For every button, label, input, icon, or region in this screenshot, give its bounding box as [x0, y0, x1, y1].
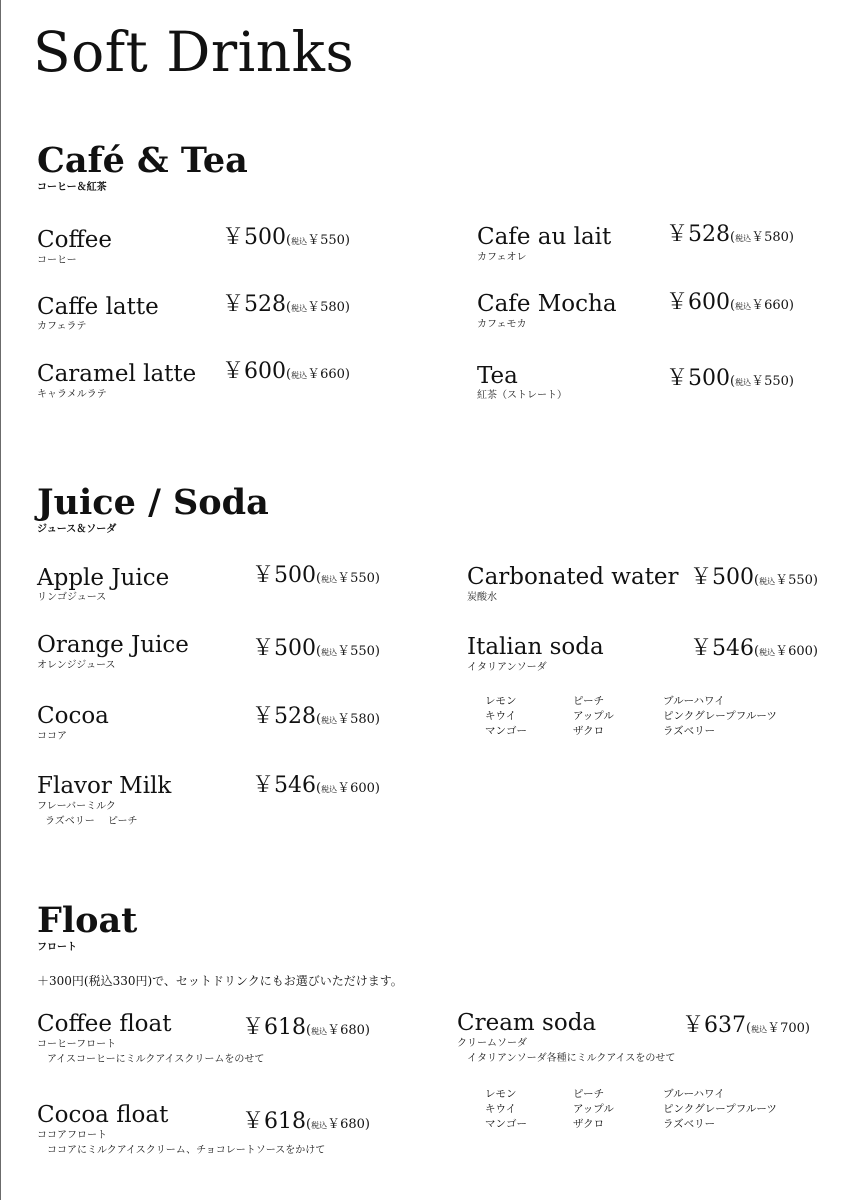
menu-item-price: ￥637(税込￥700)	[682, 1013, 810, 1038]
flavor-item: ラズベリー	[663, 725, 716, 737]
menu-item-price: ￥500(税込￥550)	[222, 225, 350, 250]
menu-item-jp: イタリアンソーダ	[467, 662, 547, 673]
menu-item-jp: オレンジジュース	[37, 660, 116, 671]
menu-item-jp: クリームソーダ	[457, 1038, 527, 1049]
flavor-item: ピーチ	[573, 1088, 605, 1100]
float-set-note: ＋300円(税込330円)で、セットドリンクにもお選びいただけます。	[37, 974, 403, 988]
menu-item-description: アイスコーヒーにミルクアイスクリームをのせて	[47, 1054, 265, 1065]
flavor-item: ピーチ	[573, 695, 605, 707]
section-subtitle-juice: ジュース＆ソーダ	[37, 524, 117, 535]
menu-item-description: ココアにミルクアイスクリーム、チョコレートソースをかけて	[47, 1145, 326, 1156]
flavor-item: キウイ	[485, 710, 517, 722]
flavor-item: ブルーハワイ	[663, 1088, 725, 1100]
flavor-item: レモン	[485, 1088, 517, 1100]
menu-item-jp: カフェモカ	[477, 319, 527, 330]
menu-item-name: Cafe Mocha	[477, 291, 617, 317]
menu-item-price: ￥528(税込￥580)	[222, 292, 350, 317]
menu-item-name: Cafe au lait	[477, 224, 612, 250]
menu-item-name: Cocoa float	[37, 1102, 169, 1128]
flavor-item: ザクロ	[573, 725, 605, 737]
menu-item-jp: ココアフロート	[37, 1130, 107, 1141]
menu-item-price: ￥600(税込￥660)	[666, 290, 794, 315]
section-title-float: Float	[37, 900, 138, 941]
menu-item-jp: 炭酸水	[467, 592, 497, 603]
menu-item-name: Flavor Milk	[37, 773, 172, 799]
menu-item-description: イタリアンソーダ各種にミルクアイスをのせて	[467, 1053, 676, 1064]
menu-item-name: Cream soda	[457, 1010, 597, 1036]
section-subtitle-cafe: コーヒー＆紅茶	[37, 182, 107, 193]
menu-item-name: Carbonated water	[467, 564, 679, 590]
menu-item-name: Cocoa	[37, 703, 109, 729]
flavor-item: ザクロ	[573, 1118, 605, 1130]
menu-item-name: Caramel latte	[37, 361, 197, 387]
menu-item-price: ￥500(税込￥550)	[252, 636, 380, 661]
flavor-item: ラズベリー	[663, 1118, 716, 1130]
menu-item-name: Italian soda	[467, 634, 604, 660]
menu-item-price: ￥600(税込￥660)	[222, 359, 350, 384]
menu-item-jp: キャラメルラテ	[37, 389, 107, 400]
menu-item-name: Apple Juice	[37, 565, 170, 591]
menu-item-jp: 紅茶（ストレート）	[477, 390, 567, 401]
section-title-juice: Juice / Soda	[37, 482, 269, 523]
menu-item-price: ￥546(税込￥600)	[252, 773, 380, 798]
menu-item-price: ￥618(税込￥680)	[242, 1109, 370, 1134]
menu-item-jp: コーヒーフロート	[37, 1039, 117, 1050]
menu-item-price: ￥528(税込￥580)	[252, 704, 380, 729]
menu-item-price: ￥500(税込￥550)	[666, 366, 794, 391]
flavor-item: キウイ	[485, 1103, 517, 1115]
menu-item-name: Tea	[477, 363, 518, 389]
flavor-item: ピンクグレープフルーツ	[663, 710, 777, 722]
flavor-item: マンゴー	[485, 1118, 527, 1130]
flavor-item: ピンクグレープフルーツ	[663, 1103, 777, 1115]
menu-item-jp: カフェラテ	[37, 321, 87, 332]
left-border	[0, 0, 1, 1200]
menu-item-jp: カフェオレ	[477, 252, 527, 263]
menu-item-name: Orange Juice	[37, 632, 189, 658]
flavor-item: アップル	[573, 1103, 614, 1115]
menu-item-flavors: ラズベリー ピーチ	[45, 816, 138, 827]
page-title: Soft Drinks	[33, 20, 355, 84]
flavor-item: マンゴー	[485, 725, 527, 737]
menu-item-price: ￥500(税込￥550)	[690, 565, 818, 590]
section-title-cafe: Café & Tea	[37, 140, 248, 181]
menu-item-jp: フレーバーミルク	[37, 801, 116, 812]
menu-item-price: ￥500(税込￥550)	[252, 563, 380, 588]
menu-item-jp: ココア	[37, 731, 67, 742]
cream-soda-flavor-list	[485, 1087, 803, 1132]
menu-item-name: Coffee float	[37, 1011, 172, 1037]
menu-item-price: ￥528(税込￥580)	[666, 222, 794, 247]
menu-item-jp: コーヒー	[37, 255, 77, 266]
italian-soda-flavor-list	[485, 694, 803, 739]
menu-item-name: Caffe latte	[37, 294, 159, 320]
menu-item-name: Coffee	[37, 227, 113, 253]
menu-item-jp: リンゴジュース	[37, 592, 107, 603]
flavor-item: レモン	[485, 695, 517, 707]
menu-item-price: ￥546(税込￥600)	[690, 636, 818, 661]
menu-item-price: ￥618(税込￥680)	[242, 1015, 370, 1040]
flavor-item: アップル	[573, 710, 614, 722]
section-subtitle-float: フロート	[37, 942, 77, 953]
flavor-item: ブルーハワイ	[663, 695, 725, 707]
